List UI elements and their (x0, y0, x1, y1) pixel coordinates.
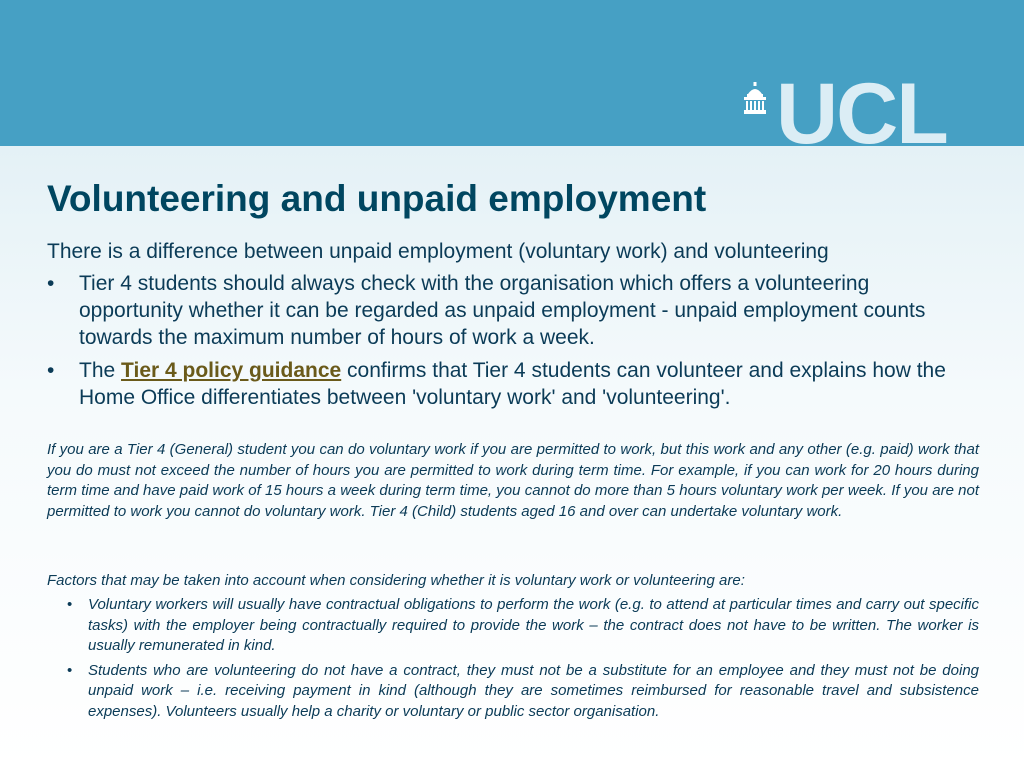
bullet-icon: • (67, 661, 73, 679)
bullet-suffix: confirms that Tier 4 students can volunteer and explains how the Home Office differentiates between 'voluntary work' and 'volunteering'. (79, 359, 946, 409)
factors-list (62, 595, 979, 726)
guidance-quote: If you are a Tier 4 (General) student you can do voluntary work if you are permitted to work, but this work and any other (e.g. paid) work that you do must not exceed the number of hours you are permitted to work during term time. For example, if you can work for 20 hours during term time and have paid work of 15 hours a week during term time, you cannot do more than 5 hours voluntary work per week. If you are not permitted to work you cannot do voluntary work. Tier 4 (Child) students aged 16 and over can undertake voluntary work. (47, 441, 979, 520)
portico-icon (744, 82, 766, 114)
logo-wordmark: UCL (776, 82, 947, 146)
factor-text: Voluntary workers will usually have contractual obligations to perform the work (e.g. to attend at particular times and carry out specific tasks) with the employer being contractually required to provide the work – the contract does not have to be written. The worker is usually remunerated in kind. (88, 596, 979, 654)
list-item (62, 661, 979, 723)
bullet-icon: • (47, 272, 55, 295)
bullet-icon: • (67, 596, 73, 613)
tier4-policy-guidance-link[interactable]: Tier 4 policy guidance (121, 359, 342, 382)
page-title: Volunteering and unpaid employment (47, 178, 707, 219)
factor-text: Students who are volunteering do not have a contract, they must not be a substitute for an employee and they must not be doing unpaid work – i.e. receiving payment in kind (although they are sometimes reimbursed for reasonable travel and subsistence expenses). Volunteers usually help a charity or voluntary or public sector organisation. (88, 661, 979, 720)
ucl-logo (744, 82, 984, 146)
list-item (62, 595, 979, 657)
intro-text: There is a difference between unpaid employment (voluntary work) and volunteering (47, 240, 829, 263)
list-item (47, 357, 957, 411)
bullet-text: Tier 4 students should always check with the organisation which offers a volunteering opportunity whether it can be regarded as unpaid employment - unpaid employment counts towards the maximum number of hours of work a week. (79, 272, 926, 349)
bullet-icon: • (47, 359, 55, 382)
bullet-prefix: The (79, 359, 122, 382)
factors-intro: Factors that may be taken into account when considering whether it is voluntary work or volunteering are: (47, 572, 745, 589)
list-item (47, 270, 957, 351)
key-points-list (47, 270, 957, 417)
